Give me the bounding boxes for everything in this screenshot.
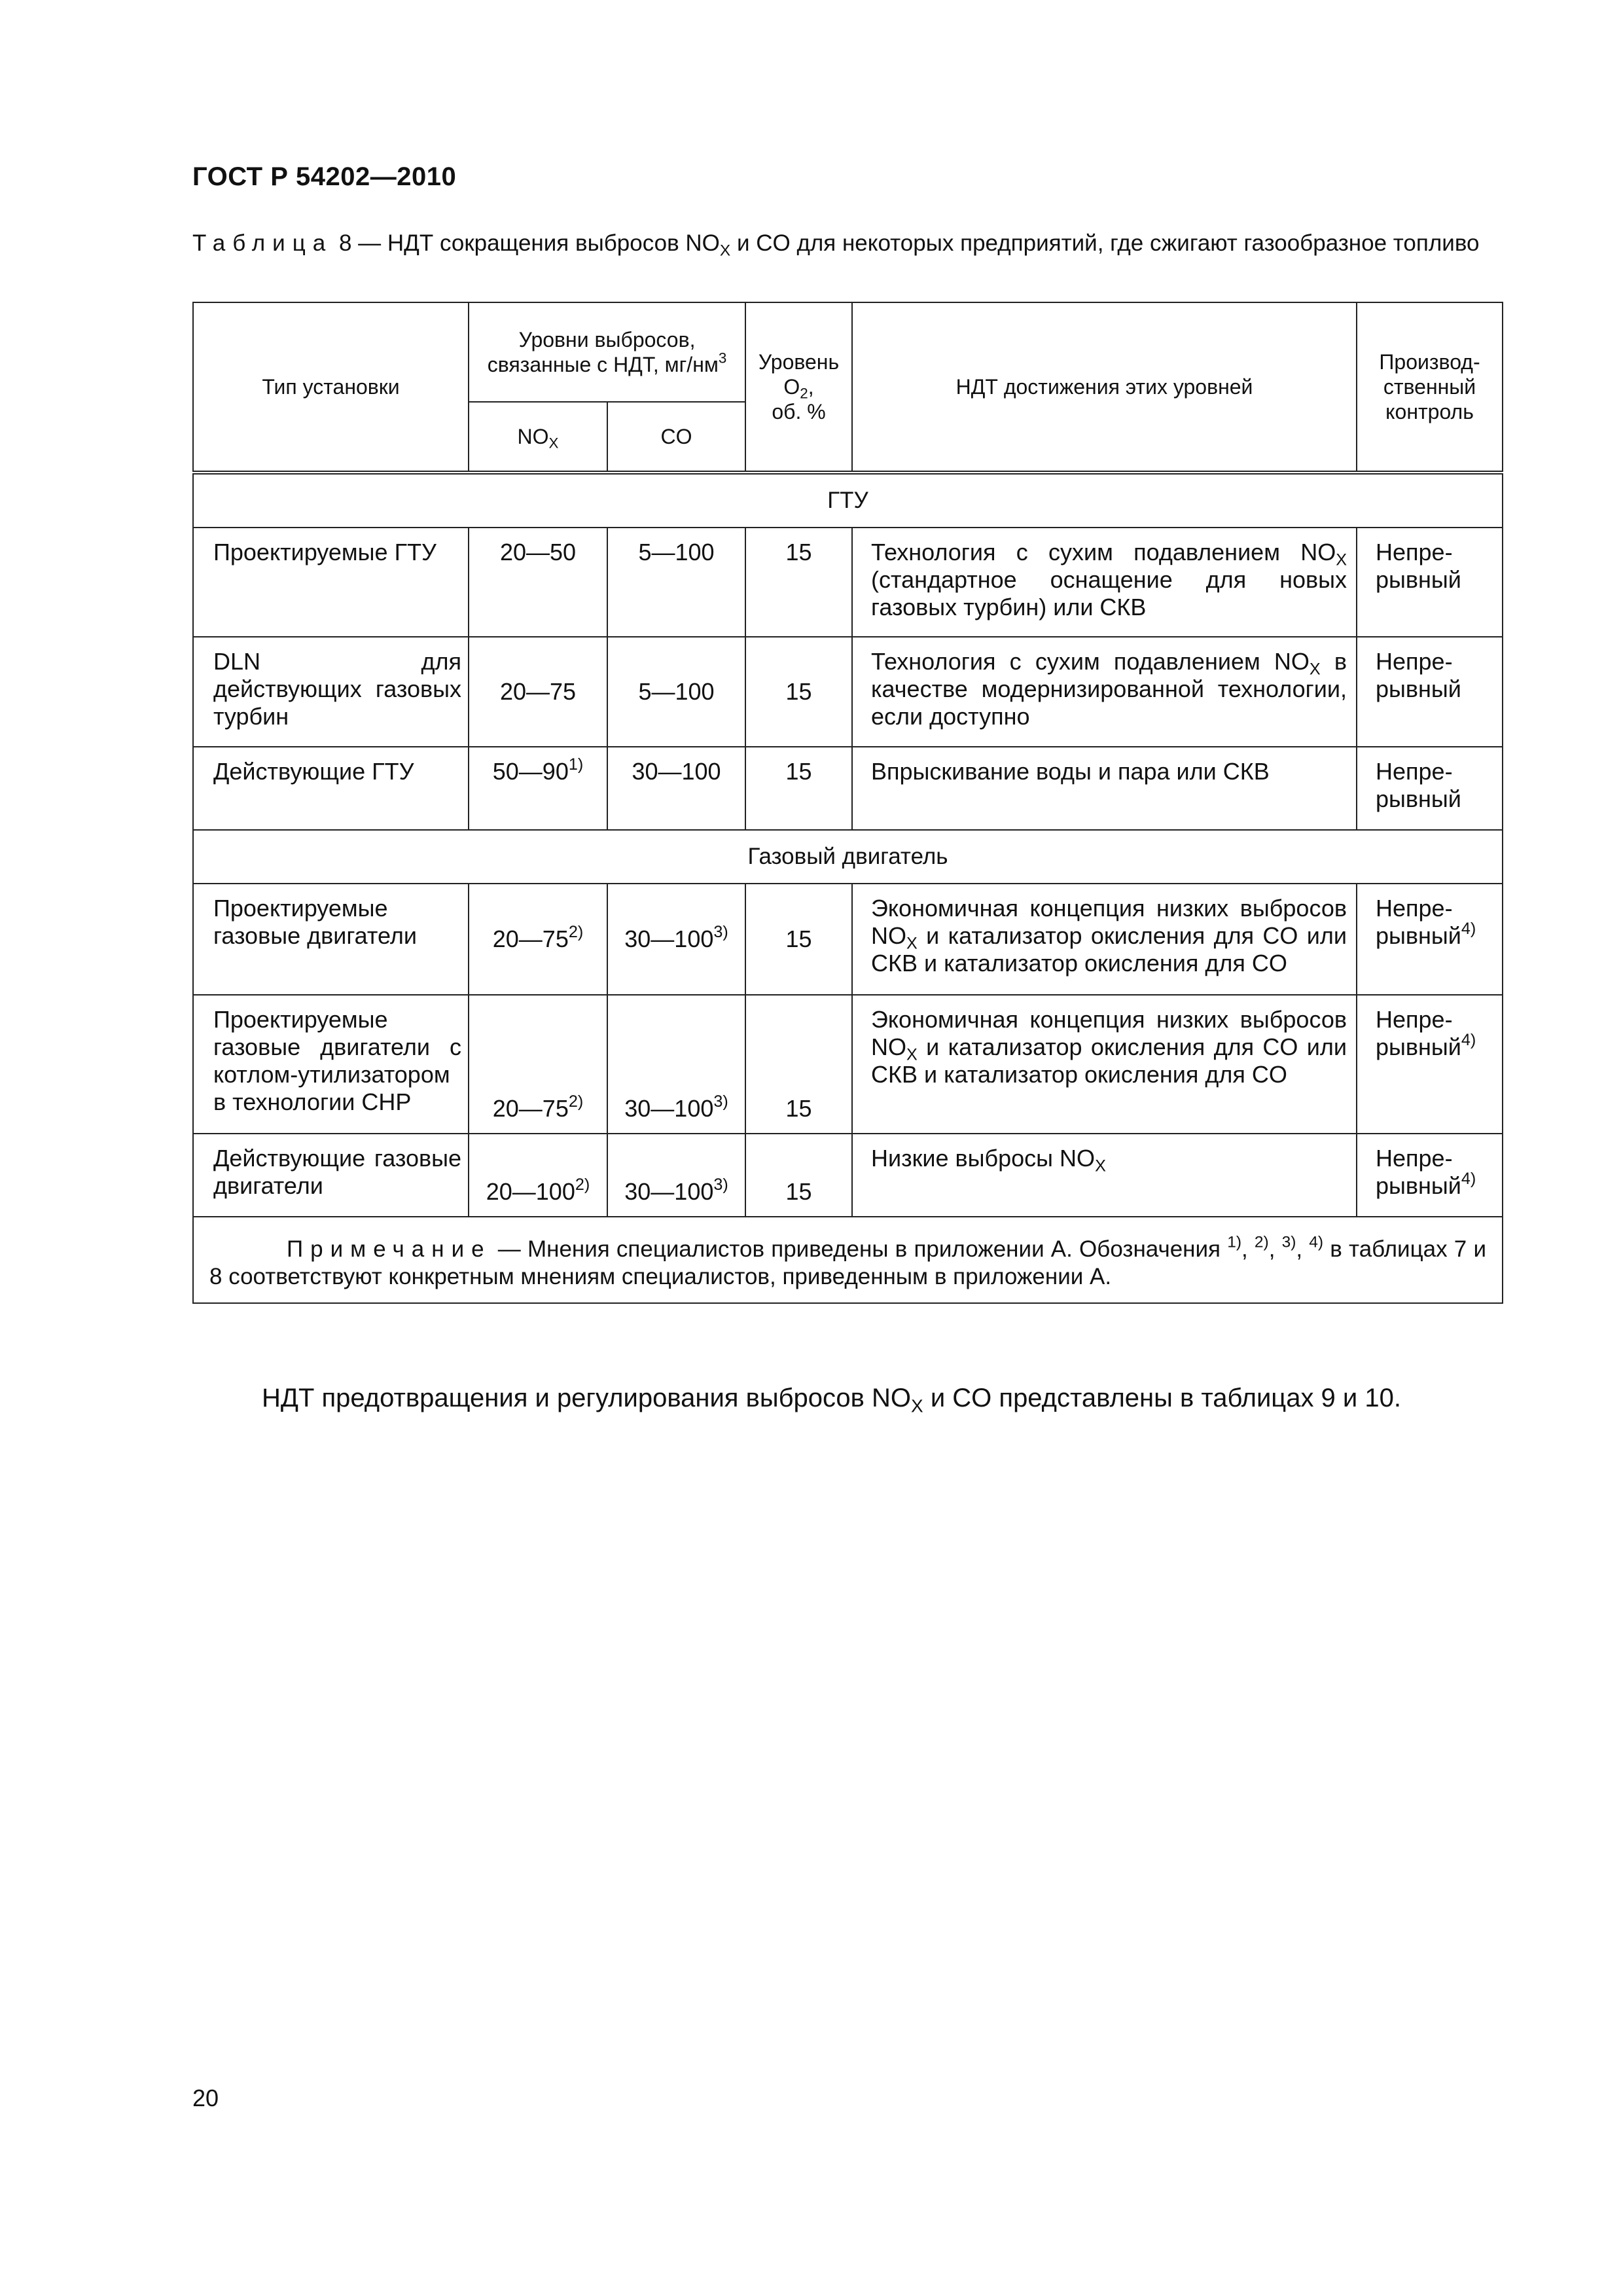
cell-type: Действующие газовые двигатели [193,1134,469,1217]
tech-text: Впрыскивание воды и пара или СКВ [871,758,1270,785]
cell-co [607,884,745,995]
cell-type: Проектируемые газовые двигатели с котлом-утилизатором в технологии CHP [193,995,469,1134]
header-levels [469,302,745,402]
cell-o2: 15 [745,528,852,637]
cell-technology [852,995,1357,1134]
table-row [193,637,1503,747]
tech-sub: X [906,934,918,953]
cell-nox [469,995,607,1134]
tech-text: Экономичная концепция низких выбросов NO [871,1006,1347,1060]
cell-type: Действующие ГТУ [193,747,469,830]
control-value: Непрерывный [1376,895,1461,949]
cell-nox [469,637,607,747]
nox-footnote: 1) [568,755,584,774]
cell-nox [469,747,607,830]
nox-value: 20—75 [499,678,577,705]
cell-control [1357,528,1503,637]
note-sep: , [1296,1236,1310,1262]
cell-technology [852,1134,1357,1217]
header-o2-c: , [808,375,814,399]
nox-value: 50—90 [492,758,569,785]
header-levels-label: Уровни выбросов, связанные с НДТ, мг/нм [487,328,719,376]
header-type: Тип установки [193,302,469,473]
nox-value: 20—75 [492,925,569,952]
body-paragraph [262,1384,1401,1416]
paragraph-text-after: и CO представлены в таблицах 9 и 10. [923,1384,1401,1412]
document-header: ГОСТ Р 54202—2010 [192,162,457,191]
cell-co [607,995,745,1134]
note-footnote-2: 2) [1254,1233,1269,1251]
cell-nox [469,528,607,637]
tech-text-after: и катализатор окисления для CO или СКВ и катализатор окисления для CO [871,922,1347,977]
co-value: 30—100 [624,1095,714,1122]
note-sep: , [1241,1236,1255,1262]
cell-control [1357,747,1503,830]
cell-co [607,1134,745,1217]
note-footnote-3: 3) [1281,1233,1296,1251]
table-row [193,528,1503,637]
tech-text: Технология с сухим подавлением NO [871,648,1310,675]
note-text-after: в таблицах 7 и 8 соответствуют конкретным мнениям специалистов, приведенным в приложении А. [209,1236,1486,1289]
table-caption [192,229,1501,260]
note-label: Примечание [287,1236,491,1262]
cell-type: Проектируемые газовые двигатели [193,884,469,995]
cell-o2: 15 [745,637,852,747]
control-footnote: 4) [1461,1169,1476,1188]
header-nox-sub: X [548,435,559,452]
control-value: Непрерывный [1376,539,1461,593]
tech-sub: X [1309,660,1321,679]
caption-sub: X [719,242,731,260]
header-bat: НДТ достижения этих уровней [852,302,1357,473]
table-row [193,884,1503,995]
tech-sub: X [906,1045,918,1064]
note-footnote-1: 1) [1227,1233,1241,1251]
tech-text-after: в качестве модернизированной технологии, если доступно [871,648,1347,730]
co-footnote: 3) [713,1175,728,1194]
caption-text-after: и CO для некоторых предприятий, где сжигают газообразное топливо [730,230,1480,256]
tech-text: Экономичная концепция низких выбросов NO [871,895,1347,949]
co-value: 30—100 [624,1178,714,1205]
cell-technology [852,747,1357,830]
nox-footnote: 2) [568,1092,584,1111]
paragraph-sub: X [911,1395,923,1416]
cell-type: DLN для действующих газовых турбин [193,637,469,747]
tech-text: Технология с сухим подавлением NO [871,539,1336,565]
co-value: 5—100 [638,678,715,705]
co-value: 5—100 [638,539,715,565]
cell-o2: 15 [745,884,852,995]
note-footnote-4: 4) [1309,1233,1324,1251]
note-sep: , [1268,1236,1282,1262]
control-footnote: 4) [1461,1030,1476,1049]
cell-technology [852,884,1357,995]
caption-label: Таблица [192,230,333,256]
tech-text-after: и катализатор окисления для CO или СКВ и катализатор окисления для CO [871,1033,1347,1088]
cell-o2: 15 [745,1134,852,1217]
cell-o2: 15 [745,995,852,1134]
co-footnote: 3) [713,922,728,941]
caption-number: 8 — [332,230,387,256]
cell-technology [852,528,1357,637]
tech-sub: X [1095,1157,1106,1175]
paragraph-text: НДТ предотвращения и регулирования выбросов NO [262,1384,912,1412]
control-value: Непрерывный [1376,1145,1461,1199]
table-note [193,1217,1503,1303]
header-o2-a: Уровень [758,350,840,374]
cell-control [1357,884,1503,995]
cell-o2: 15 [745,747,852,830]
cell-control [1357,1134,1503,1217]
cell-control [1357,637,1503,747]
control-value: Непрерывный [1376,1006,1461,1060]
bat-table [192,302,1503,1304]
cell-type: Проектируемые ГТУ [193,528,469,637]
table-row [193,747,1503,830]
cell-co [607,528,745,637]
nox-footnote: 2) [575,1175,590,1194]
header-o2 [745,302,852,473]
header-nox [469,402,607,473]
nox-value: 20—75 [492,1095,569,1122]
tech-sub: X [1336,550,1347,569]
nox-value: 20—100 [486,1178,575,1205]
co-value: 30—100 [624,925,714,952]
nox-value: 20—50 [499,539,577,565]
header-levels-sup: 3 [718,350,727,367]
table-row [193,1134,1503,1217]
control-value: Непрерывный [1376,758,1461,812]
nox-footnote: 2) [568,922,584,941]
header-o2-b: O [783,375,800,399]
tech-text-after: (стандартное оснащение для новых газовых турбин) или СКВ [871,566,1347,620]
header-o2-d: об. % [772,400,826,423]
cell-control [1357,995,1503,1134]
cell-co [607,747,745,830]
table-row [193,995,1503,1134]
header-o2-sub: 2 [800,385,808,402]
page-number: 20 [192,2085,219,2111]
tech-text: Низкие выбросы NO [871,1145,1096,1172]
control-footnote: 4) [1461,919,1476,938]
cell-co [607,637,745,747]
section-title-gtu: ГТУ [193,473,1503,528]
co-value: 30—100 [632,758,721,785]
header-co: CO [607,402,745,473]
cell-technology [852,637,1357,747]
cell-nox [469,884,607,995]
header-nox-label: NO [517,425,549,448]
section-title-gas-engine: Газовый двигатель [193,830,1503,884]
cell-nox [469,1134,607,1217]
caption-text: НДТ сокращения выбросов NO [387,230,720,256]
note-text: — Мнения специалистов приведены в приложении А. Обозначения [491,1236,1228,1262]
control-value: Непрерывный [1376,648,1461,702]
header-control: Производственный контроль [1357,302,1503,473]
co-footnote: 3) [713,1092,728,1111]
